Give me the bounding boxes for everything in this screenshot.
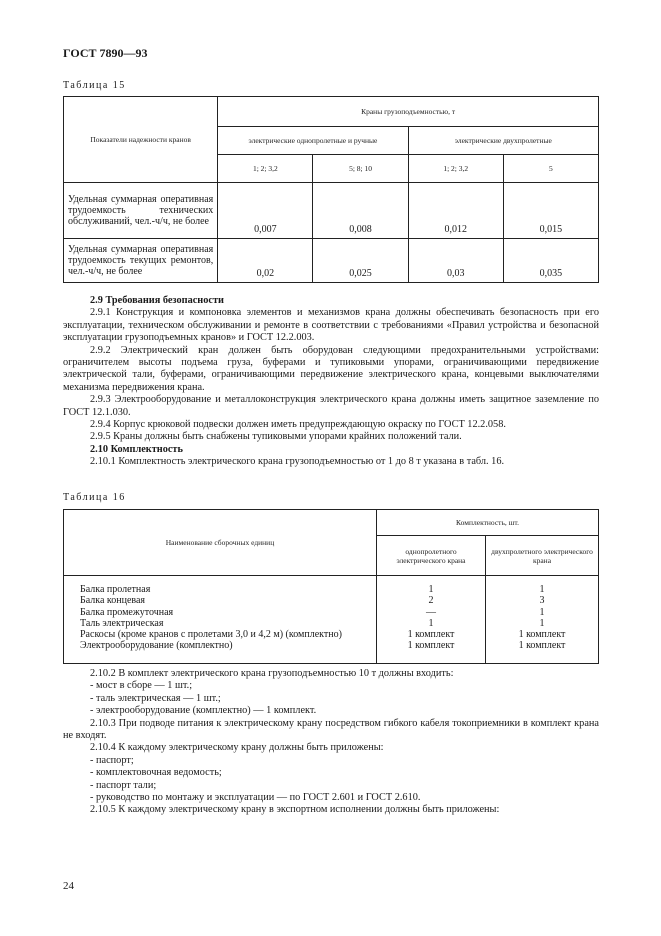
table-row [64, 239, 599, 283]
paragraph: 2.10.2 В комплект электрического крана грузоподъемностью 10 т должны входить: [90, 668, 454, 679]
list-item: Электрооборудование (комплектно) [80, 640, 233, 652]
table16-cell: 1 [539, 617, 545, 629]
list-item: - электрооборудование (комплектно) — 1 комплект. [90, 705, 317, 717]
table15-cell: 0,03 [408, 239, 503, 283]
table16-group-header: Комплектность, шт. [377, 510, 599, 536]
table15-cell: 0,008 [313, 183, 408, 239]
table15-group-header: Краны грузоподъемностью, т [218, 97, 599, 127]
list-item: Балка пролетная [80, 584, 151, 595]
table16-names [64, 576, 377, 664]
section-title: 2.10 Комплектность [90, 443, 183, 455]
list-item: Балка промежуточная [80, 606, 174, 618]
list-item: - паспорт; [90, 754, 134, 766]
table16-subheader: однопролетного электрического крана [377, 536, 486, 576]
table16-cell: 1 комплект [518, 629, 566, 641]
table15-caption: Таблица 15 [63, 80, 126, 91]
table15-cell: 0,02 [218, 239, 313, 283]
table16 [63, 509, 599, 664]
table15-row-label: Удельная суммарная оперативная трудоемкость технических обслуживаний, чел.-ч/ч, не более [64, 183, 218, 239]
section-title: 2.9 Требования безопасности [90, 295, 224, 306]
list-item: Раскосы (кроме кранов с пролетами 3,0 и 4,2 м) (комплектно) [80, 629, 342, 641]
paragraph: 2.9.2 Электрический кран должен быть оборудован следующими предохранительными устройствами: ограничителем высоты подъема груза, буферами и тупиковыми упорами, ограничивающими передвижение электрической тали, буферами, ограничивающими передвижение электрического крана, концевыми выключателями механизма передвижения крана. [63, 344, 599, 393]
section-2-10-continued [63, 668, 599, 817]
table15-subheader: электрические однопролетные и ручные [218, 127, 408, 155]
list [63, 680, 599, 717]
table16-cell: 1 [539, 584, 545, 595]
table16-subheader: двухпролетного электрического крана [486, 536, 599, 576]
table16-cell: 2 [428, 595, 434, 607]
table15 [63, 96, 599, 283]
table15-row-header: Показатели надежности кранов [64, 97, 218, 183]
table16-col-double [486, 576, 599, 664]
list-item: - таль электрическая — 1 шт.; [90, 692, 221, 704]
list-item: Таль электрическая [80, 617, 164, 629]
paragraph: 2.10.4 К каждому электрическому крану должны быть приложены: [90, 742, 384, 754]
section-2-9 [63, 295, 599, 469]
table16-caption: Таблица 16 [63, 492, 126, 503]
page-number: 24 [63, 880, 74, 892]
table15-capacity: 1; 2; 3,2 [218, 155, 313, 183]
table16-col-single [377, 576, 486, 664]
list-item: Балка концевая [80, 595, 146, 607]
table15-cell: 0,035 [503, 239, 598, 283]
paragraph: 2.9.4 Корпус крюковой подвески должен иметь предупреждающую окраску по ГОСТ 12.2.058. [90, 419, 506, 431]
table16-cell: 1 [539, 606, 545, 618]
table15-cell: 0,007 [218, 183, 313, 239]
table15-cell: 0,025 [313, 239, 408, 283]
paragraph: 2.10.1 Комплектность электрического крана грузоподъемностью от 1 до 8 т указана в табл. 16. [90, 456, 505, 468]
list-item: - комплектовочная ведомость; [90, 767, 222, 779]
list-item: - мост в сборе — 1 шт.; [90, 680, 193, 692]
paragraph: 2.9.3 Электрооборудование и металлоконструкция электрического крана должны иметь защитное заземление по ГОСТ 12.1.030. [63, 394, 599, 418]
list [63, 755, 599, 805]
table-row [64, 183, 599, 239]
table15-capacity: 5; 8; 10 [313, 155, 408, 183]
table16-cell: 1 комплект [407, 640, 455, 652]
table15-cell: 0,012 [408, 183, 503, 239]
table15-capacity: 1; 2; 3,2 [408, 155, 503, 183]
list-item: - паспорт тали; [90, 779, 157, 791]
paragraph: 2.10.3 При подводе питания к электрическому крану посредством гибкого кабеля токоприемники в комплект крана не входят. [63, 717, 599, 742]
table16-cell: 1 [428, 584, 434, 595]
paragraph: 2.9.1 Конструкция и компоновка элементов и механизмов крана должны обеспечивать безопасность при его эксплуатации, техническом обслуживании и ремонте в соответствии с требованиями «Правил устройства и безопасной эксплуатации грузоподъемных кранов» и ГОСТ 12.2.003. [63, 307, 599, 344]
table16-name-header: Наименование сборочных единиц [64, 510, 377, 576]
table15-capacity: 5 [503, 155, 598, 183]
table16-cell: 1 [428, 617, 434, 629]
list-item: - руководство по монтажу и эксплуатации — по ГОСТ 2.601 и ГОСТ 2.610. [90, 792, 421, 804]
table16-cell: 3 [539, 595, 545, 607]
table15-cell: 0,015 [503, 183, 598, 239]
table16-cell: 1 комплект [407, 629, 455, 641]
document-header: ГОСТ 7890—93 [63, 46, 148, 60]
table15-row-label: Удельная суммарная оперативная трудоемкость текущих ремонтов, чел.-ч/ч, не более [64, 239, 218, 283]
paragraph: 2.10.5 К каждому электрическому крану в экспортном исполнении должны быть приложены: [90, 804, 500, 816]
table15-subheader: электрические двухпролетные [408, 127, 598, 155]
table16-cell: — [426, 606, 436, 618]
table16-cell: 1 комплект [518, 640, 566, 652]
paragraph: 2.9.5 Краны должны быть снабжены тупиковыми упорами крайних положений тали. [90, 431, 462, 443]
